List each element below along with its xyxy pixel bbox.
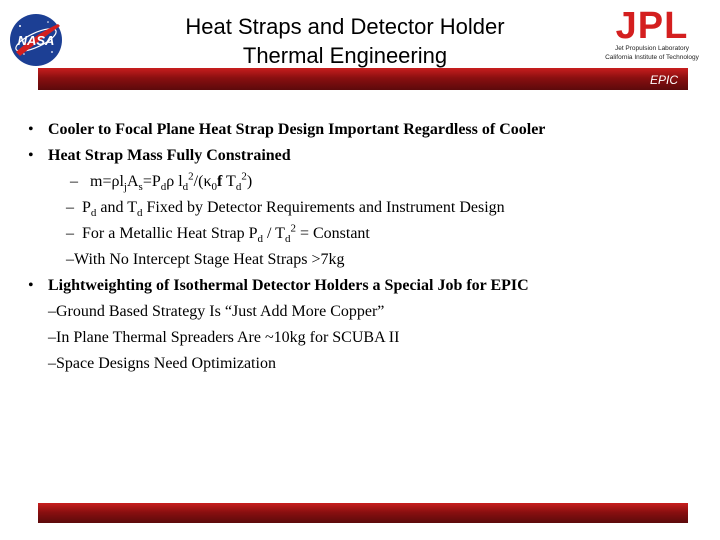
bullet-text: Cooler to Focal Plane Heat Strap Design Important Regardless of Cooler bbox=[48, 121, 546, 138]
sub-item-mass-equation bbox=[28, 169, 698, 195]
page-title bbox=[120, 12, 570, 70]
header-bar bbox=[38, 68, 688, 90]
jpl-logo-subtitle-2: California Institute of Technology bbox=[605, 54, 699, 61]
bullet-text: Heat Strap Mass Fully Constrained bbox=[48, 147, 291, 164]
sub-item-fixed-requirements bbox=[28, 195, 698, 221]
sub-item-ground-strategy bbox=[28, 299, 698, 325]
bullet-icon: • bbox=[28, 147, 34, 164]
sub-item-no-intercept bbox=[28, 247, 698, 273]
ground-strategy-text: –Ground Based Strategy Is “Just Add More Copper” bbox=[48, 303, 385, 320]
bullet-icon: • bbox=[28, 121, 34, 138]
no-intercept-text: –With No Intercept Stage Heat Straps >7kg bbox=[66, 251, 345, 268]
bullet-icon: • bbox=[28, 277, 34, 294]
sub-item-space-designs bbox=[28, 351, 698, 377]
footer-bar bbox=[38, 503, 688, 523]
bullet-text: Lightweighting of Isothermal Detector Holders a Special Job for EPIC bbox=[48, 277, 529, 294]
sub-item-thermal-spreaders bbox=[28, 325, 698, 351]
jpl-logo-mark: JPL bbox=[615, 5, 689, 47]
jpl-logo bbox=[598, 5, 706, 68]
title-line-2: Thermal Engineering bbox=[242, 43, 448, 68]
mass-equation: – $m=\rho l_jA_s=P_d\rho$ $l_d^2/(\kappa_0f$ $T_d^2$) bbox=[70, 170, 253, 194]
bullet-item-3 bbox=[28, 273, 698, 299]
nasa-logo bbox=[8, 12, 64, 68]
nasa-logo-text: NASA bbox=[17, 33, 55, 48]
bullet-item-1 bbox=[28, 117, 698, 143]
title-line-1: Heat Straps and Detector Holder bbox=[185, 14, 505, 39]
metallic-strap-text: – For a Metallic Heat Strap $P_d / T_d^2$ = Constant bbox=[66, 222, 370, 246]
jpl-logo-subtitle-1: Jet Propulsion Laboratory bbox=[614, 45, 690, 52]
epic-label: EPIC bbox=[649, 73, 678, 87]
space-designs-text: –Space Designs Need Optimization bbox=[48, 355, 276, 372]
fixed-requirements-text: – $P_d$ and $T_d$ Fixed by Detector Requirements and Instrument Design bbox=[66, 199, 505, 220]
bullet-item-2 bbox=[28, 143, 698, 169]
thermal-spreaders-text: –In Plane Thermal Spreaders Are ~10kg for SCUBA II bbox=[48, 329, 400, 346]
bullet-list bbox=[28, 117, 698, 377]
sub-item-metallic-strap bbox=[28, 221, 698, 247]
